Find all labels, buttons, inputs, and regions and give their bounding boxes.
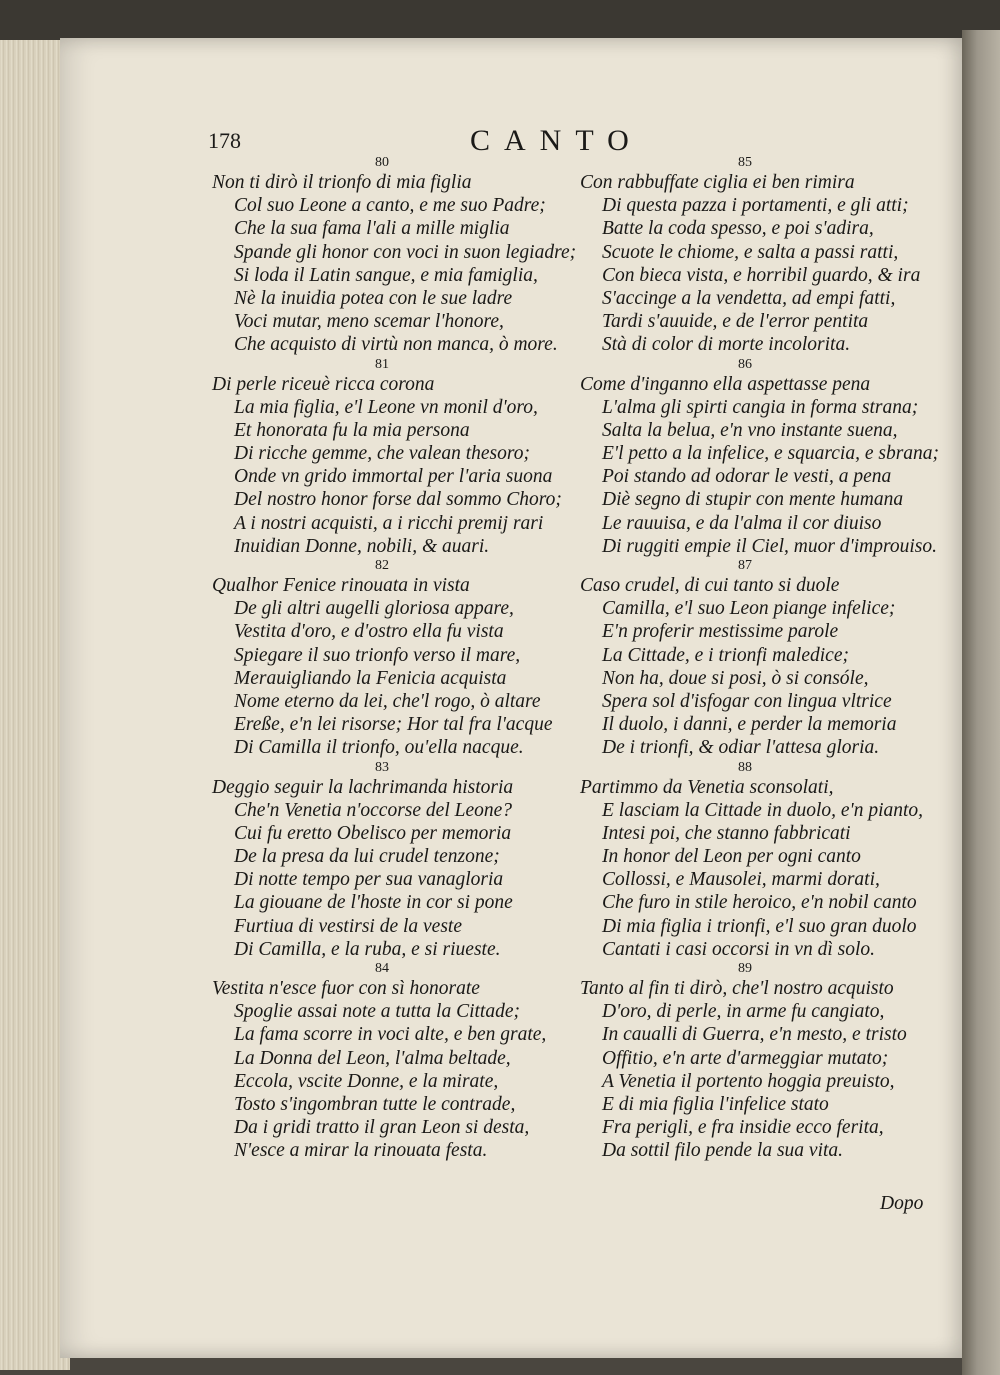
verse-line: Non ti dirò il trionfo di mia figlia <box>212 172 472 193</box>
stanza-number: 87 <box>738 558 752 573</box>
stanza-number: 83 <box>375 759 389 775</box>
verse-line: A Venetia il portento hoggia preuisto, <box>602 1070 895 1092</box>
verse-line: Ereße, e'n lei risorse; Hor tal fra l'acque <box>234 714 553 736</box>
stanza-number: 84 <box>375 961 389 976</box>
stanza-number: 89 <box>738 961 752 976</box>
verse-line: D'oro, di perle, in arme fu cangiato, <box>602 1001 885 1023</box>
verse-line: Voci mutar, meno scemar l'honore, <box>234 311 504 333</box>
verse-line: In caualli di Guerra, e'n mesto, e tristo <box>602 1024 907 1046</box>
verse-line: Vestita n'esce fuor con sì honorate <box>212 978 480 999</box>
verse-line: De i trionfi, & odiar l'attesa gloria. <box>602 737 880 759</box>
verse-line: Cantati i casi occorsi in vn dì solo. <box>602 938 875 960</box>
verse-line: E di mia figlia l'infelice stato <box>602 1093 829 1115</box>
verse-line: Stà di color di morte incolorita. <box>602 334 851 356</box>
stanza-number: 88 <box>738 759 752 775</box>
catchword: Dopo <box>880 1193 924 1214</box>
verse-line: A i nostri acquisti, a i ricchi premij rari <box>234 512 544 534</box>
verse-line: La Cittade, e i trionfi maledice; <box>602 644 849 666</box>
verse-line: Con bieca vista, e horribil guardo, & ira <box>602 264 921 286</box>
verse-line: E'n proferir mestissime parole <box>602 621 839 643</box>
verse-line: Di Camilla, e la ruba, e si riueste. <box>234 938 501 960</box>
verse-line: Qualhor Fenice rinouata in vista <box>212 575 470 596</box>
verse-line: Da i gridi tratto il gran Leon si desta, <box>234 1117 530 1139</box>
verse-line: Poi stando ad odorar le vesti, a pena <box>602 466 892 488</box>
verse-line: La mia figlia, e'l Leone vn monil d'oro, <box>234 396 538 418</box>
page-number: 178 <box>208 128 241 153</box>
verse-line: Inuidian Donne, nobili, & auari. <box>234 535 490 557</box>
verse-line: Del nostro honor forse dal sommo Choro; <box>234 489 562 511</box>
verse-line: N'esce a mirar la rinouata festa. <box>234 1140 488 1162</box>
verse-line: Che'n Venetia n'occorse del Leone? <box>234 799 513 821</box>
verse-line: Camilla, e'l suo Leon piange infelice; <box>602 598 896 620</box>
verse-line: Intesi poi, che stanno fabbricati <box>602 822 851 844</box>
left-column <box>212 155 582 1163</box>
stanza-number: 85 <box>738 155 752 170</box>
verse-line: Onde vn grido immortal per l'aria suona <box>234 466 553 488</box>
verse-line: La Donna del Leon, l'alma beltade, <box>234 1047 511 1069</box>
verse-line: La fama scorre in voci alte, e ben grate, <box>234 1024 547 1046</box>
verse-line: Di perle riceuè ricca corona <box>212 373 435 395</box>
running-head: CANTO <box>470 124 643 157</box>
verse-line: Nè la inuidia potea con le sue ladre <box>234 287 513 309</box>
verse-line: Di ricche gemme, che valean thesoro; <box>234 443 531 465</box>
stanza-number: 82 <box>375 558 389 573</box>
verse-line: Le rauuisa, e da l'alma il cor diuiso <box>602 512 882 534</box>
stanza <box>212 760 582 962</box>
verse-line: Nome eterno da lei, che'l rogo, ò altare <box>234 690 541 712</box>
verse-line: Spiegare il suo trionfo verso il mare, <box>234 644 521 666</box>
verse-line: Scuote le chiome, e salta a passi ratti, <box>602 241 899 263</box>
verse-line: Merauigliando la Fenicia acquista <box>234 667 507 689</box>
verse-line: Di questa pazza i portamenti, e gli atti; <box>602 195 909 217</box>
verse-line: De gli altri augelli gloriosa appare, <box>234 598 514 620</box>
stanza <box>580 155 955 357</box>
verse-line: E lasciam la Cittade in duolo, e'n pianto, <box>602 799 924 821</box>
scan-background-top <box>0 0 1000 40</box>
verse-line: Si loda il Latin sangue, e mia famiglia, <box>234 264 538 286</box>
verse-line: In honor del Leon per ogni canto <box>602 846 861 868</box>
verse-line: Di notte tempo per sua vanagloria <box>234 869 504 891</box>
stanza <box>212 155 582 357</box>
verse-line: Che furo in stile heroico, e'n nobil canto <box>602 892 917 914</box>
verse-line: Tardi s'auuide, e de l'error pentita <box>602 311 869 333</box>
verse-line: Non ha, doue si posi, ò si consóle, <box>602 667 869 689</box>
verse-line: Diè segno di stupir con mente humana <box>602 489 904 511</box>
verse-line: Fra perigli, e fra insidie ecco ferita, <box>602 1117 884 1139</box>
verse-line: Come d'inganno ella aspettasse pena <box>580 373 871 395</box>
facing-page-edge <box>962 30 1000 1375</box>
verse-line: Eccola, vscite Donne, e la mirate, <box>234 1070 499 1092</box>
verse-line: Di ruggiti empie il Ciel, muor d'improuiso. <box>602 535 937 557</box>
verse-line: Vestita d'oro, e d'ostro ella fu vista <box>234 621 504 643</box>
verse-line: Collossi, e Mausolei, marmi dorati, <box>602 869 880 891</box>
verse-line: Batte la coda spesso, e poi s'adira, <box>602 218 874 240</box>
stanza <box>580 558 955 760</box>
verse-line: La giouane de l'hoste in cor si pone <box>234 892 513 914</box>
stanza <box>580 961 955 1163</box>
stanza-number: 81 <box>375 356 389 372</box>
verse-line: Et honorata fu la mia persona <box>234 419 470 441</box>
verse-line: Che acquisto di virtù non manca, ò more. <box>234 334 558 356</box>
verse-line: S'accinge a la vendetta, ad empi fatti, <box>602 287 896 309</box>
stanza-number: 86 <box>738 356 752 372</box>
verse-line: Offitio, e'n arte d'armeggiar mutato; <box>602 1047 889 1069</box>
verse-line: Col suo Leone a canto, e me suo Padre; <box>234 195 546 217</box>
verse-line: E'l petto a la infelice, e squarcia, e sbrana; <box>602 443 940 465</box>
verse-line: Spera sol d'isfogar con lingua vltrice <box>602 690 892 712</box>
verse-line: Tanto al fin ti dirò, che'l nostro acquisto <box>580 978 894 999</box>
verse-line: L'alma gli spirti cangia in forma strana; <box>602 396 919 418</box>
verse-line: Spande gli honor con voci in suon legiadre; <box>234 241 577 263</box>
verse-line: Spoglie assai note a tutta la Cittade; <box>234 1001 520 1023</box>
verse-line: Caso crudel, di cui tanto si duole <box>580 575 840 596</box>
right-column <box>580 155 955 1163</box>
stanza <box>212 961 582 1163</box>
stanza <box>580 760 955 962</box>
stanza-number: 80 <box>375 155 389 170</box>
verse-line: De la presa da lui crudel tenzone; <box>234 846 500 868</box>
verse-line: Furtiua di vestirsi de la veste <box>234 915 463 937</box>
stanza <box>212 558 582 760</box>
verse-line: Il duolo, i danni, e perder la memoria <box>602 714 897 736</box>
verse-line: Partimmo da Venetia sconsolati, <box>580 776 834 798</box>
verse-line: Che la sua fama l'ali a mille miglia <box>234 218 510 240</box>
verse-line: Cui fu eretto Obelisco per memoria <box>234 822 512 844</box>
verse-line: Tosto s'ingombran tutte le contrade, <box>234 1093 516 1115</box>
stanza <box>580 357 955 559</box>
verse-line: Con rabbuffate ciglia ei ben rimira <box>580 172 855 193</box>
verse-line: Di mia figlia i trionfi, e'l suo gran duolo <box>602 915 917 937</box>
verse-line: Salta la belua, e'n vno instante suena, <box>602 419 898 441</box>
verse-line: Di Camilla il trionfo, ou'ella nacque. <box>234 737 524 759</box>
stanza <box>212 357 582 559</box>
verse-line: Deggio seguir la lachrimanda historia <box>212 776 514 798</box>
verse-line: Da sottil filo pende la sua vita. <box>602 1140 844 1162</box>
